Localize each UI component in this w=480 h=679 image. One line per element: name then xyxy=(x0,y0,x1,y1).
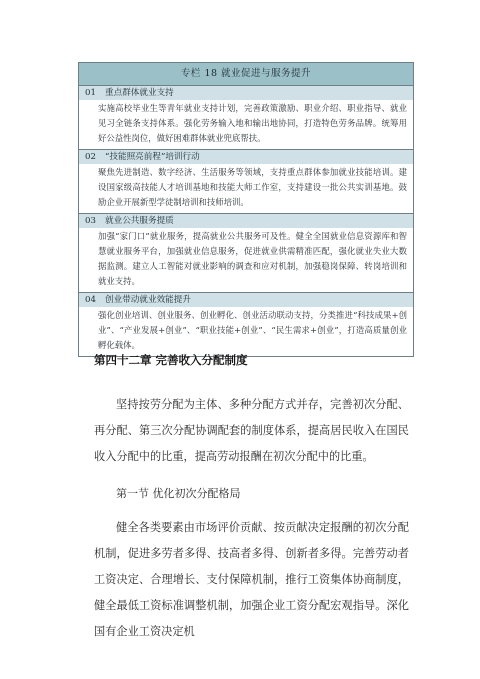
column-box-title: 专栏 18 就业促进与服务提升 xyxy=(79,63,413,86)
box-section-body: 实施高校毕业生等青年就业支持计划，完善政策激励、职业介绍、职业指导、就业见习全链条支持体系。强化劳务输入地和输出地协同，打造特色劳务品牌。统筹用好公益性岗位，做好困难群体就业兜底帮扶。 xyxy=(98,103,407,143)
box-section-body: 聚焦先进制造、数字经济、生活服务等领域，支持重点群体参加就业技能培训。建设国家级高技能人才培训基地和技能大师工作室，支持建设一批公共实训基地。鼓励企业开展新型学徒制培训和技师培训。 xyxy=(98,167,407,207)
box-section-number: 02 xyxy=(85,152,96,162)
box-section-body: 强化创业培训、创业服务、创业孵化、创业活动联动支持，分类推进“科技成果+创业”、“产业发展+创业”、“职业技能+创业”、“民生需求+创业”，打造高质量创业孵化载体。 xyxy=(98,310,407,350)
box-section-heading xyxy=(79,293,413,307)
box-section-number: 01 xyxy=(85,88,96,98)
section-title: 第一节 优化初次分配格局 xyxy=(116,487,241,500)
box-section-heading-text: 创业带动就业效能提升 xyxy=(105,295,191,305)
box-section-heading-text: 就业公共服务提质 xyxy=(105,216,174,226)
box-section-number: 03 xyxy=(85,216,96,226)
box-section-heading xyxy=(79,214,413,228)
box-section-heading xyxy=(79,86,413,100)
column-box xyxy=(78,62,414,357)
box-section-1 xyxy=(79,86,413,150)
paragraph-1: 坚持按劳分配为主体、多种分配方式并存，完善初次分配、再分配、第三次分配协调配套的制度体系，提高居民收入在国民收入分配中的比重，提高劳动报酬在初次分配中的比重。 xyxy=(94,398,409,463)
box-section-heading xyxy=(79,150,413,164)
box-section-heading-text: “技能照亮前程”培训行动 xyxy=(105,152,200,162)
paragraph-2: 健全各类要素由市场评价贡献、按贡献决定报酬的初次分配机制，促进多劳者多得、技高者多得、创新者多得。完善劳动者工资决定、合理增长、支付保障机制，推行工资集体协商制度，健全最低工资标准调整机制，加强企业工资分配宏观指导。深化国有企业工资决定机 xyxy=(94,521,409,638)
chapter-title: 第四十二章 完善收入分配制度 xyxy=(94,353,248,367)
box-section-2 xyxy=(79,150,413,214)
box-section-body: 加强“家门口”就业服务，提高就业公共服务可及性。健全全国就业信息资源库和智慧就业服务平台，加强就业信息服务，促进就业供需精准匹配，强化就业失业大数据监测。建立人工智能对就业影响的调查和应对机制，加强稳岗保障、转岗培训和就业支持。 xyxy=(98,231,407,286)
box-section-heading-text: 重点群体就业支持 xyxy=(105,88,174,98)
box-section-4 xyxy=(79,293,413,356)
box-section-3 xyxy=(79,214,413,293)
box-section-number: 04 xyxy=(85,295,96,305)
